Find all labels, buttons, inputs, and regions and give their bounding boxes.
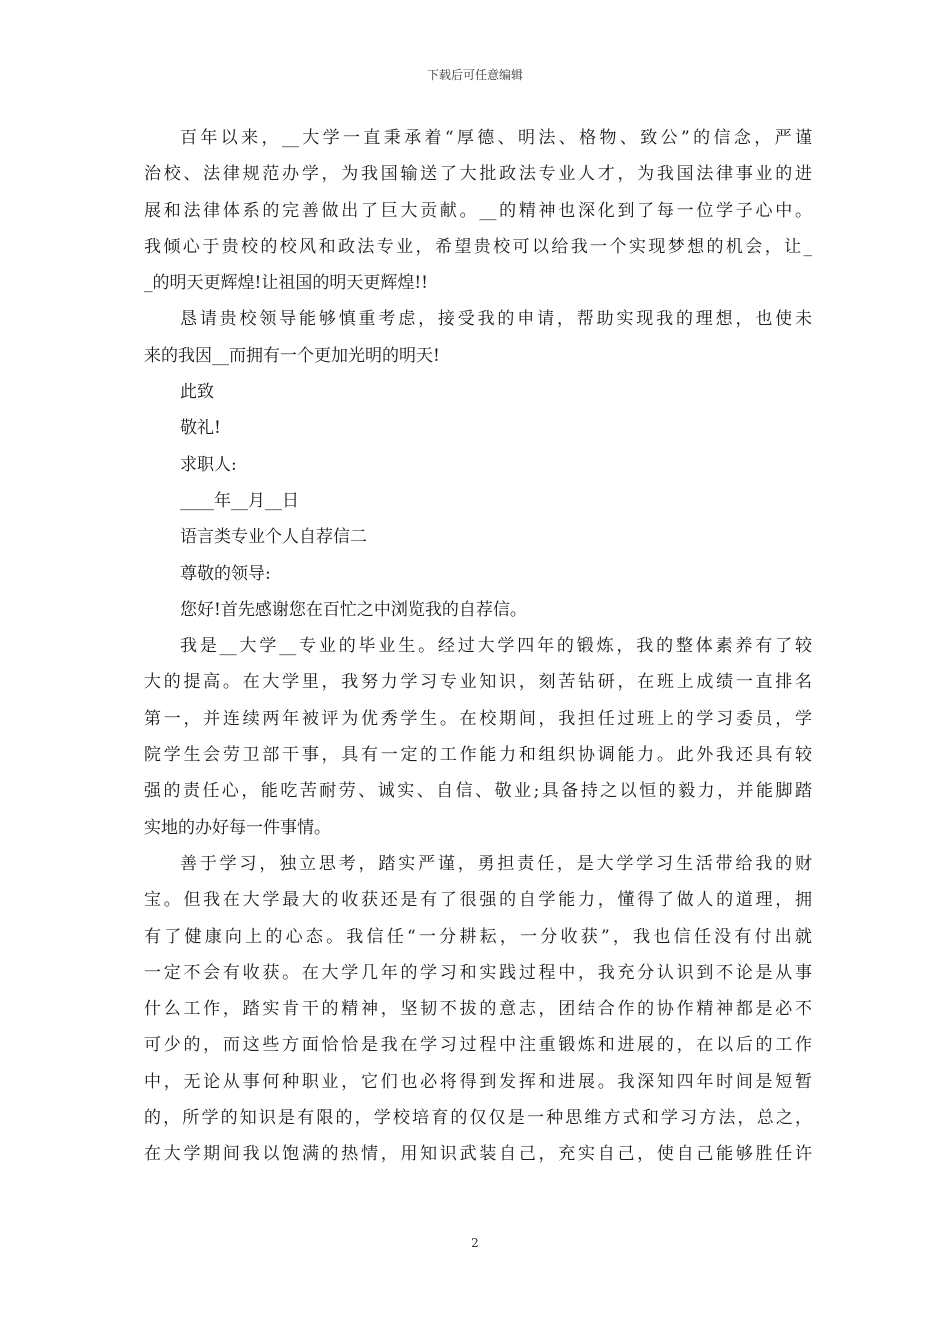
text-line: 在大学期间我以饱满的热情，用知识武装自己，充实自己，使自己能够胜任许 [144,1144,812,1165]
page-header: 下载后可任意编辑 [426,68,523,82]
text-line: 展和法律体系的完善做出了巨大贡献。__的精神也深化到了每一位学子心中。 [144,200,812,221]
text-line: 有了健康向上的心态。我信任“一分耕耘，一分收获”，我也信任没有付出就 [144,926,812,947]
text-line: 恳请贵校领导能够慎重考虑，接受我的申请，帮助实现我的理想，也使未 [180,309,812,330]
text-line: 实地的办好每一件事情。 [144,817,331,838]
text-line: 我倾心于贵校的校风和政法专业，希望贵校可以给我一个实现梦想的机会，让_ [144,236,812,257]
text-line: 什么工作，踏实肯干的精神，坚韧不拔的意志，团结合作的协作精神都是必不 [144,999,812,1020]
text-line: 您好!首先感谢您在百忙之中浏览我的自荐信。 [180,599,527,620]
page-number: 2 [471,1236,479,1250]
document-body [144,120,812,1173]
text-line: 善于学习，独立思考，踏实严谨，勇担责任，是大学学习生活带给我的财 [180,853,812,874]
text-line: 第一，并连续两年被评为优秀学生。在校期间，我担任过班上的学习委员，学 [144,708,812,729]
text-line: 一定不会有收获。在大学几年的学习和实践过程中，我充分认识到不论是从事 [144,962,812,983]
text-line: 院学生会劳卫部干事，具有一定的工作能力和组织协调能力。此外我还具有较 [144,745,812,766]
text-line: 求职人: [180,454,237,475]
text-line: 来的我因__而拥有一个更加光明的明天! [144,345,440,366]
text-line: 语言类专业个人自荐信二 [180,527,367,548]
text-line: 可少的，而这些方面恰恰是我在学习过程中注重锻炼和进展的，在以后的工作 [144,1035,812,1056]
text-line: 敬礼! [180,418,221,439]
text-line: 大的提高。在大学里，我努力学习专业知识，刻苦钻研，在班上成绩一直排名 [144,672,812,693]
text-line: 我是__大学__专业的毕业生。经过大学四年的锻炼，我的整体素养有了较 [180,636,812,657]
text-line: 尊敬的领导: [180,563,271,584]
text-line: _的明天更辉煌!让祖国的明天更辉煌!! [144,273,428,294]
text-line: 此致 [180,382,214,403]
text-line: 百年以来，__大学一直秉承着“厚德、明法、格物、致公”的信念，严谨 [180,128,812,148]
text-line: ____年__月__日 [180,490,299,511]
text-line: 宝。但我在大学最大的收获还是有了很强的自学能力，懂得了做人的道理，拥 [144,890,812,911]
text-line: 治校、法律规范办学，为我国输送了大批政法专业人才，为我国法律事业的进 [144,164,812,185]
text-line: 强的责任心，能吃苦耐劳、诚实、自信、敬业;具备持之以恒的毅力，并能脚踏 [144,781,812,802]
text-line: 中，无论从事何种职业，它们也必将得到发挥和进展。我深知四年时间是短暂 [144,1071,812,1092]
text-line: 的，所学的知识是有限的，学校培育的仅仅是一种思维方式和学习方法，总之， [144,1108,812,1129]
